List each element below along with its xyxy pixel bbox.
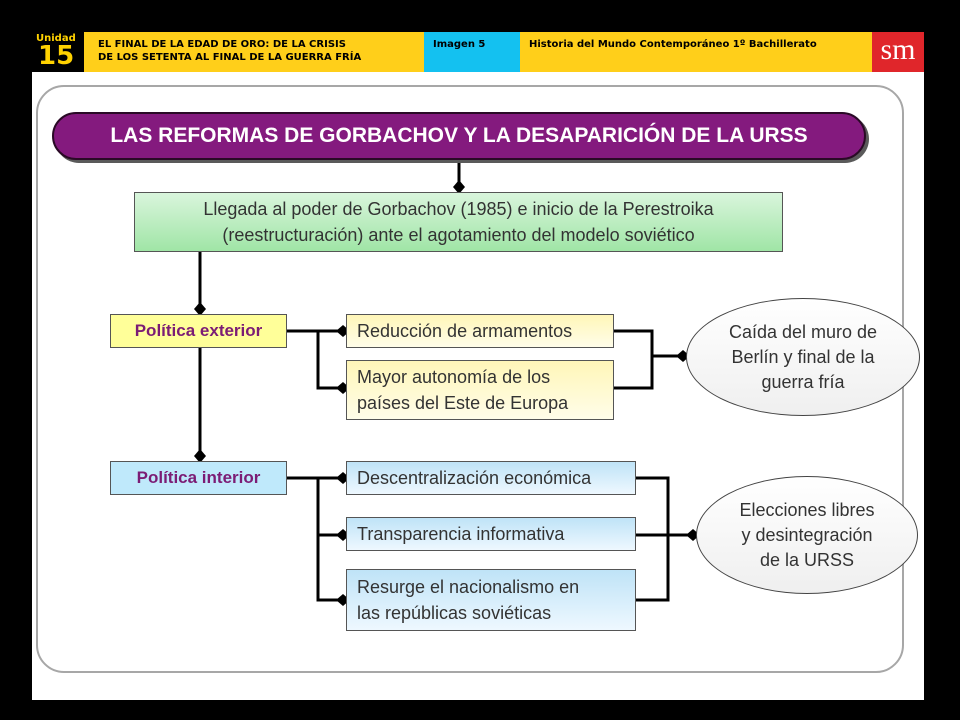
unit-title-line1: EL FINAL DE LA EDAD DE ORO: DE LA CRISIS xyxy=(98,39,346,50)
interior-result-line1: Elecciones libres xyxy=(739,499,875,520)
unit-number: 15 xyxy=(38,41,75,71)
unit-label: Unidad xyxy=(36,33,76,44)
interior-result-line3: de la URSS xyxy=(759,549,855,570)
exterior-result-line2: Berlín y final de la xyxy=(731,346,875,367)
interior-result-oval xyxy=(696,476,918,594)
interior-item-transparency: Transparencia informativa xyxy=(346,517,636,551)
exterior-item-arms: Reducción de armamentos xyxy=(346,314,614,348)
interior-item-decentralization: Descentralización económica xyxy=(346,461,636,495)
exterior-result-oval xyxy=(686,298,920,416)
exterior-item-autonomy xyxy=(346,360,614,420)
interior-result-line2: y desintegración xyxy=(741,524,873,545)
root-node xyxy=(134,192,783,252)
exterior-item-autonomy-line1: Mayor autonomía de los xyxy=(357,367,551,387)
subject-label: Historia del Mundo Contemporáneo 1º Bachillerato xyxy=(520,32,872,72)
interior-item-nationalism xyxy=(346,569,636,631)
image-label: Imagen 5 xyxy=(424,32,520,72)
interior-item-nationalism-line2: las repúblicas soviéticas xyxy=(357,603,552,623)
root-node-line1: Llegada al poder de Gorbachov (1985) e inicio de la Perestroika xyxy=(203,199,714,219)
interior-policy-label: Política interior xyxy=(110,461,287,495)
exterior-policy-label: Política exterior xyxy=(110,314,287,348)
unit-title-line2: DE LOS SETENTA AL FINAL DE LA GUERRA FRÍA xyxy=(98,52,362,63)
exterior-item-autonomy-line2: países del Este de Europa xyxy=(357,393,569,413)
exterior-result-line3: guerra fría xyxy=(761,371,845,392)
sm-logo: sm xyxy=(872,32,924,72)
interior-item-nationalism-line1: Resurge el nacionalismo en xyxy=(357,577,580,597)
root-node-line2: (reestructuración) ante el agotamiento del modelo soviético xyxy=(222,225,695,245)
diagram-title: LAS REFORMAS DE GORBACHOV Y LA DESAPARICIÓN DE LA URSS xyxy=(52,112,866,160)
exterior-result-line1: Caída del muro de xyxy=(728,321,878,342)
